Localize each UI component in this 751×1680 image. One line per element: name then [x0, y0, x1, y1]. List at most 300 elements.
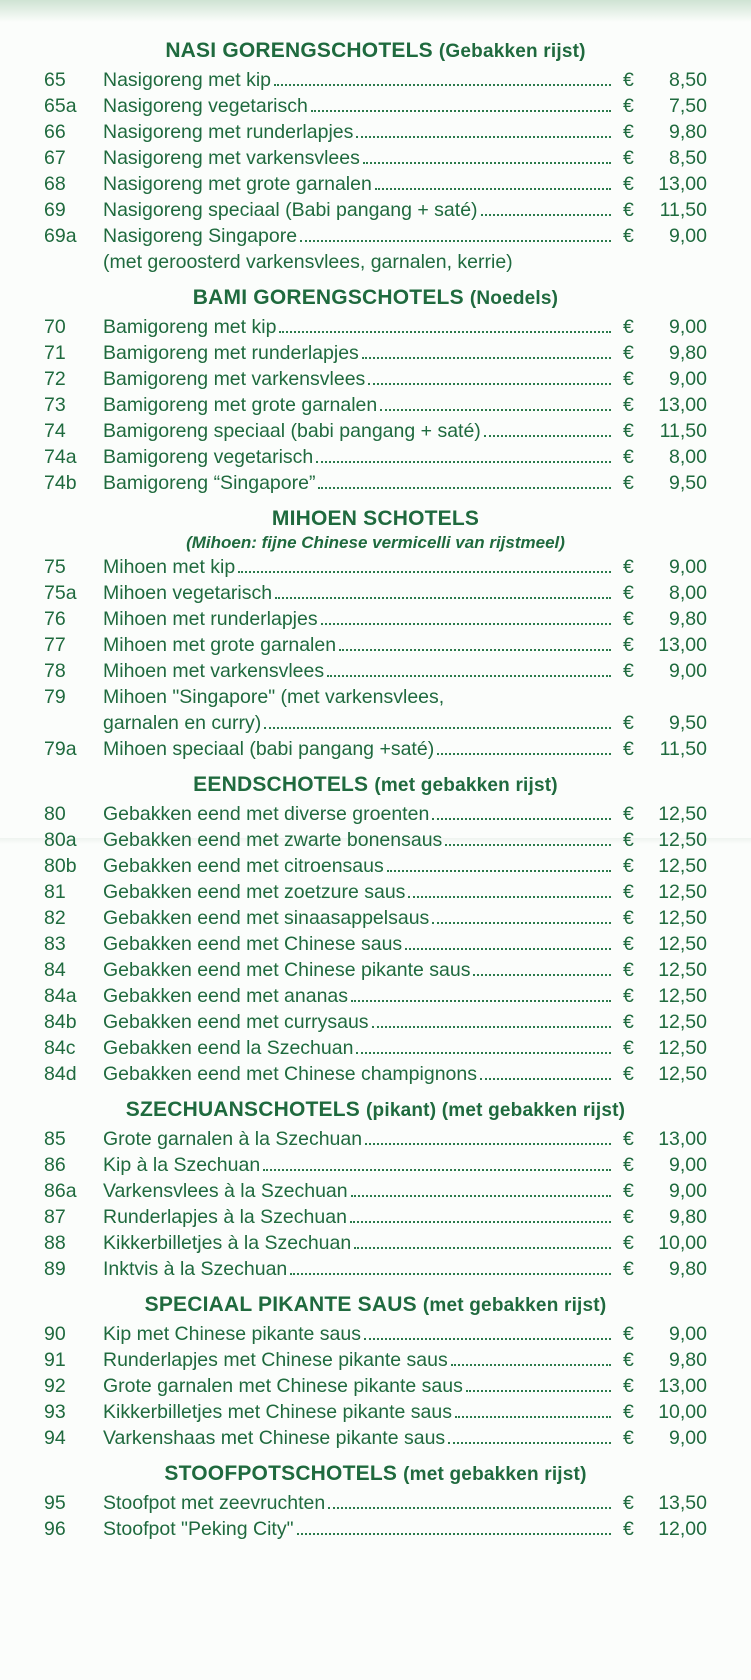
section-title: SZECHUANSCHOTELS: [125, 1098, 360, 1121]
item-price: 8,50: [669, 69, 707, 91]
item-price: 12,00: [658, 1518, 707, 1540]
item-name-line: [103, 658, 613, 684]
menu-item: [0, 1204, 751, 1230]
dot-leader: [480, 1078, 611, 1080]
item-price: 10,00: [658, 1401, 707, 1423]
item-price: 13,00: [658, 394, 707, 416]
menu-item: [0, 879, 751, 905]
dot-leader: [356, 1052, 611, 1054]
item-price: 12,50: [658, 881, 707, 903]
item-number: 84a: [44, 985, 77, 1007]
item-name: Bamigoreng met runderlapjes: [103, 342, 359, 364]
item-name-line: [103, 1321, 613, 1347]
item-number: 85: [44, 1128, 66, 1150]
item-name: Mihoen "Singapore" (met varkensvlees,: [103, 686, 445, 708]
menu-item: [0, 444, 751, 470]
menu-item: [0, 418, 751, 444]
menu-section: [0, 1095, 751, 1282]
section-subtitle: (Mihoen: fijne Chinese vermicelli van rijstmeel): [186, 533, 565, 552]
menu-section: [0, 1290, 751, 1451]
item-name-line: [103, 1009, 613, 1035]
menu-item: [0, 93, 751, 119]
euro-sign: €: [623, 1349, 634, 1371]
item-number: 86: [44, 1154, 66, 1176]
item-number: 77: [44, 634, 66, 656]
item-name: Varkenshaas met Chinese pikante saus: [103, 1427, 446, 1449]
menu-item-continuation: [0, 710, 751, 736]
euro-sign: €: [623, 472, 634, 494]
section-header: [0, 283, 751, 314]
dot-leader: [350, 1221, 611, 1223]
item-price: 12,50: [658, 907, 707, 929]
menu-item: [0, 1256, 751, 1282]
menu-item: [0, 171, 751, 197]
item-name-line: [103, 983, 613, 1009]
item-number: 90: [44, 1323, 66, 1345]
section-suffix: (Noedels): [469, 288, 559, 309]
item-number: 92: [44, 1375, 66, 1397]
menu-item: [0, 957, 751, 983]
item-number: 91: [44, 1349, 66, 1371]
item-name: Nasigoreng met grote garnalen: [103, 173, 372, 195]
dot-leader: [408, 896, 611, 898]
item-name-line: [103, 340, 613, 366]
item-price: 9,00: [669, 225, 707, 247]
menu-item: [0, 1178, 751, 1204]
item-name: Bamigoreng met varkensvlees: [103, 368, 366, 390]
euro-sign: €: [623, 829, 634, 851]
item-name-line: [103, 684, 613, 710]
item-number: 80: [44, 803, 66, 825]
section-title: SPECIAAL PIKANTE SAUS: [144, 1293, 417, 1316]
item-price: 9,00: [669, 1180, 707, 1202]
item-name-line: [103, 1347, 613, 1373]
menu-item: [0, 684, 751, 710]
item-name-continuation: garnalen en curry): [103, 712, 262, 734]
dot-leader: [473, 974, 611, 976]
menu-item: [0, 392, 751, 418]
dot-leader: [279, 331, 611, 333]
euro-sign: €: [623, 1401, 634, 1423]
item-number: 75: [44, 556, 66, 578]
item-price: 12,50: [658, 829, 707, 851]
item-price: 8,50: [669, 147, 707, 169]
item-number: 89: [44, 1258, 66, 1280]
dot-leader: [380, 409, 611, 411]
item-name-line: [103, 1373, 613, 1399]
paper-top-edge: [0, 0, 751, 22]
item-price: 8,00: [669, 582, 707, 604]
item-price: 9,80: [669, 608, 707, 630]
menu-item: [0, 1230, 751, 1256]
item-name: Mihoen vegetarisch: [103, 582, 273, 604]
item-price: 12,50: [658, 855, 707, 877]
euro-sign: €: [623, 608, 634, 630]
item-number: 87: [44, 1206, 66, 1228]
menu-item: [0, 983, 751, 1009]
item-number: 69: [44, 199, 66, 221]
section-title: MIHOEN SCHOTELS: [271, 507, 480, 530]
item-name-line: [103, 710, 613, 736]
menu-item: [0, 905, 751, 931]
item-name: Nasigoreng speciaal (Babi pangang + saté): [103, 199, 478, 221]
menu-item: [0, 119, 751, 145]
menu-item: [0, 470, 751, 496]
item-price: 12,50: [658, 933, 707, 955]
item-price: 9,00: [669, 316, 707, 338]
euro-sign: €: [623, 985, 634, 1007]
item-price: 9,00: [669, 660, 707, 682]
dot-leader: [432, 818, 611, 820]
menu-item: [0, 314, 751, 340]
item-number: 79a: [44, 738, 77, 760]
item-name: Bamigoreng speciaal (babi pangang + saté): [103, 420, 481, 442]
item-price: 9,00: [669, 1323, 707, 1345]
item-name-line: [103, 1256, 613, 1282]
item-price: 9,50: [669, 712, 707, 734]
item-name: Gebakken eend met sinaasappelsaus: [103, 907, 430, 929]
euro-sign: €: [623, 1128, 634, 1150]
item-price: 11,50: [659, 738, 707, 760]
item-name-line: [103, 171, 613, 197]
euro-sign: €: [623, 1518, 634, 1540]
dot-leader: [274, 84, 611, 86]
item-name-line: [103, 145, 613, 171]
dot-leader: [372, 1026, 611, 1028]
item-number: 69a: [44, 225, 77, 247]
item-number: 96: [44, 1518, 66, 1540]
item-name: Bamigoreng vegetarisch: [103, 446, 314, 468]
dot-leader: [275, 597, 611, 599]
item-number: 84d: [44, 1063, 77, 1085]
item-name: Grote garnalen met Chinese pikante saus: [103, 1375, 463, 1397]
menu-section: [0, 1459, 751, 1542]
item-price: 13,00: [658, 1375, 707, 1397]
item-name: Runderlapjes à la Szechuan: [103, 1206, 347, 1228]
item-number: 71: [44, 342, 66, 364]
euro-sign: €: [623, 95, 634, 117]
item-number: 83: [44, 933, 66, 955]
euro-sign: €: [623, 855, 634, 877]
item-name: Gebakken eend met Chinese champignons: [103, 1063, 477, 1085]
item-name: Gebakken eend met diverse groenten: [103, 803, 430, 825]
item-name: Gebakken eend met citroensaus: [103, 855, 384, 877]
euro-sign: €: [623, 1206, 634, 1228]
item-name: Bamigoreng met grote garnalen: [103, 394, 378, 416]
euro-sign: €: [623, 420, 634, 442]
item-name-line: [103, 801, 613, 827]
dot-leader: [354, 1247, 611, 1249]
item-name: Kip à la Szechuan: [103, 1154, 261, 1176]
item-name-line: [103, 580, 613, 606]
item-price: 12,50: [658, 959, 707, 981]
item-number: 74: [44, 420, 66, 442]
dot-leader: [356, 136, 611, 138]
item-number: 75a: [44, 582, 77, 604]
item-name: Mihoen met grote garnalen: [103, 634, 337, 656]
item-name-line: [103, 879, 613, 905]
euro-sign: €: [623, 907, 634, 929]
item-number: 94: [44, 1427, 66, 1449]
item-name: Nasigoreng met varkensvlees: [103, 147, 360, 169]
euro-sign: €: [623, 1154, 634, 1176]
item-name-line: [103, 905, 613, 931]
euro-sign: €: [623, 582, 634, 604]
section-header: [0, 770, 751, 801]
dot-leader: [481, 214, 611, 216]
menu-item: [0, 931, 751, 957]
menu-item: [0, 1490, 751, 1516]
menu-item: [0, 1009, 751, 1035]
euro-sign: €: [623, 1063, 634, 1085]
euro-sign: €: [623, 1323, 634, 1345]
item-name: Nasigoreng met kip: [103, 69, 271, 91]
item-price: 9,80: [669, 121, 707, 143]
item-name-line: [103, 1230, 613, 1256]
dot-leader: [263, 1169, 611, 1171]
euro-sign: €: [623, 634, 634, 656]
item-name-line: [103, 1425, 613, 1451]
item-price: 9,50: [669, 472, 707, 494]
item-number: 80b: [44, 855, 77, 877]
euro-sign: €: [623, 1492, 634, 1514]
item-name-line: [103, 1126, 613, 1152]
dot-leader: [363, 162, 611, 164]
euro-sign: €: [623, 225, 634, 247]
item-name: Gebakken eend met currysaus: [103, 1011, 369, 1033]
euro-sign: €: [623, 881, 634, 903]
menu-item: [0, 1152, 751, 1178]
item-price: 12,50: [658, 1063, 707, 1085]
item-price: 11,50: [659, 199, 707, 221]
item-price: 9,00: [669, 1427, 707, 1449]
euro-sign: €: [623, 556, 634, 578]
item-name: Gebakken eend la Szechuan: [103, 1037, 354, 1059]
dot-leader: [327, 675, 611, 677]
item-number: 74b: [44, 472, 77, 494]
dot-leader: [290, 1273, 611, 1275]
dot-leader: [432, 922, 611, 924]
menu-item: [0, 658, 751, 684]
item-name: Kikkerbilletjes à la Szechuan: [103, 1232, 352, 1254]
item-name-line: [103, 67, 613, 93]
item-number: 76: [44, 608, 66, 630]
dot-leader: [311, 110, 611, 112]
item-number: 95: [44, 1492, 66, 1514]
dot-leader: [238, 571, 611, 573]
item-name-line: [103, 223, 613, 249]
euro-sign: €: [623, 173, 634, 195]
menu-section: [0, 770, 751, 1087]
euro-sign: €: [623, 1180, 634, 1202]
item-name: Nasigoreng vegetarisch: [103, 95, 308, 117]
item-name: Runderlapjes met Chinese pikante saus: [103, 1349, 448, 1371]
item-name-line: [103, 957, 613, 983]
item-name-line: [103, 1035, 613, 1061]
item-number: 93: [44, 1401, 66, 1423]
item-name: Gebakken eend met ananas: [103, 985, 349, 1007]
item-name-line: [103, 554, 613, 580]
dot-leader: [455, 1416, 611, 1418]
item-number: 78: [44, 660, 66, 682]
menu-section: [0, 283, 751, 496]
item-name: Kip met Chinese pikante saus: [103, 1323, 361, 1345]
item-price: 12,50: [658, 985, 707, 1007]
menu-item: [0, 145, 751, 171]
dot-leader: [297, 1533, 611, 1535]
menu-item: [0, 554, 751, 580]
item-number: 65a: [44, 95, 77, 117]
dot-leader: [368, 383, 611, 385]
item-name-line: [103, 1178, 613, 1204]
item-name-line: [103, 470, 613, 496]
item-name-line: [103, 418, 613, 444]
section-title: NASI GORENGSCHOTELS: [165, 39, 433, 62]
item-name-line: [103, 931, 613, 957]
dot-leader: [451, 1364, 611, 1366]
item-name-line: [103, 1516, 613, 1542]
euro-sign: €: [623, 1427, 634, 1449]
menu-item: [0, 632, 751, 658]
item-number: 88: [44, 1232, 66, 1254]
item-name-line: [103, 1490, 613, 1516]
item-name-line: [103, 1152, 613, 1178]
menu-item: [0, 1321, 751, 1347]
item-price: 7,50: [669, 95, 707, 117]
section-header: [0, 36, 751, 67]
menu-item: [0, 340, 751, 366]
euro-sign: €: [623, 199, 634, 221]
euro-sign: €: [623, 803, 634, 825]
item-number: 86a: [44, 1180, 77, 1202]
menu-item: [0, 853, 751, 879]
item-name: Gebakken eend met zoetzure saus: [103, 881, 406, 903]
section-suffix: (Gebakken rijst): [438, 41, 586, 62]
menu-item: [0, 1035, 751, 1061]
euro-sign: €: [623, 446, 634, 468]
item-name-line: [103, 444, 613, 470]
euro-sign: €: [623, 316, 634, 338]
menu-item: [0, 1126, 751, 1152]
dot-leader: [328, 1507, 611, 1509]
item-name-line: [103, 736, 613, 762]
euro-sign: €: [623, 1258, 634, 1280]
menu-item: [0, 801, 751, 827]
section-suffix: (met gebakken rijst): [422, 1295, 607, 1316]
item-name-line: [103, 827, 613, 853]
section-suffix: (met gebakken rijst): [403, 1464, 587, 1485]
item-number: 84c: [44, 1037, 76, 1059]
item-number: 79: [44, 686, 66, 708]
item-number: 72: [44, 368, 66, 390]
euro-sign: €: [623, 121, 634, 143]
item-number: 82: [44, 907, 66, 929]
item-price: 9,00: [669, 1154, 707, 1176]
item-name-line: [103, 197, 613, 223]
item-number: 81: [44, 881, 66, 903]
section-header: [0, 504, 751, 534]
item-price: 9,00: [669, 368, 707, 390]
item-price: 13,00: [658, 634, 707, 656]
section-suffix: (pikant) (met gebakken rijst): [366, 1100, 626, 1121]
menu-item: [0, 197, 751, 223]
item-name: Kikkerbilletjes met Chinese pikante saus: [103, 1401, 453, 1423]
item-name: Inktvis à la Szechuan: [103, 1258, 288, 1280]
dot-leader: [316, 461, 611, 463]
item-number: 80a: [44, 829, 77, 851]
euro-sign: €: [623, 1011, 634, 1033]
item-name-line: [103, 1204, 613, 1230]
item-name: Stoofpot met zeevruchten: [103, 1492, 326, 1514]
menu-item: [0, 580, 751, 606]
euro-sign: €: [623, 959, 634, 981]
section-header: [0, 1459, 751, 1490]
item-name-line: [103, 366, 613, 392]
dot-leader: [362, 357, 611, 359]
item-name: Mihoen met kip: [103, 556, 236, 578]
menu-section: [0, 36, 751, 275]
menu-section: [0, 504, 751, 762]
dot-leader: [264, 727, 611, 729]
item-price: 12,50: [658, 1011, 707, 1033]
item-price: 9,80: [669, 342, 707, 364]
dot-leader: [437, 753, 611, 755]
item-name: Gebakken eend met Chinese saus: [103, 933, 403, 955]
menu-item: [0, 366, 751, 392]
euro-sign: €: [623, 933, 634, 955]
item-number: 74a: [44, 446, 77, 468]
item-name-line: [103, 392, 613, 418]
euro-sign: €: [623, 368, 634, 390]
item-number: 66: [44, 121, 66, 143]
item-price: 9,80: [669, 1349, 707, 1371]
item-name: Mihoen speciaal (babi pangang +saté): [103, 738, 435, 760]
item-number: 84b: [44, 1011, 77, 1033]
section-header: [0, 1290, 751, 1321]
item-number: 65: [44, 69, 66, 91]
section-title: BAMI GORENGSCHOTELS: [192, 286, 464, 309]
dot-leader: [321, 623, 611, 625]
item-name-line: [103, 606, 613, 632]
item-name-line: [103, 314, 613, 340]
item-name: Grote garnalen à la Szechuan: [103, 1128, 363, 1150]
menu-item: [0, 1399, 751, 1425]
item-price: 9,80: [669, 1206, 707, 1228]
dot-leader: [484, 435, 611, 437]
item-number: 67: [44, 147, 66, 169]
item-price: 10,00: [658, 1232, 707, 1254]
item-price: 9,80: [669, 1258, 707, 1280]
dot-leader: [375, 188, 611, 190]
dot-leader: [300, 240, 611, 242]
dot-leader: [364, 1338, 611, 1340]
dot-leader: [466, 1390, 611, 1392]
menu-item: [0, 1373, 751, 1399]
dot-leader: [339, 649, 611, 651]
euro-sign: €: [623, 712, 634, 734]
section-title: STOOFPOTSCHOTELS: [164, 1462, 398, 1485]
item-price: 13,00: [658, 173, 707, 195]
menu-item: [0, 827, 751, 853]
item-name: Mihoen met runderlapjes: [103, 608, 318, 630]
item-name: Bamigoreng met kip: [103, 316, 277, 338]
dot-leader: [445, 844, 611, 846]
item-name: Varkensvlees à la Szechuan: [103, 1180, 348, 1202]
menu-item: [0, 736, 751, 762]
item-price: 13,50: [658, 1492, 707, 1514]
item-price: 9,00: [669, 556, 707, 578]
euro-sign: €: [623, 147, 634, 169]
